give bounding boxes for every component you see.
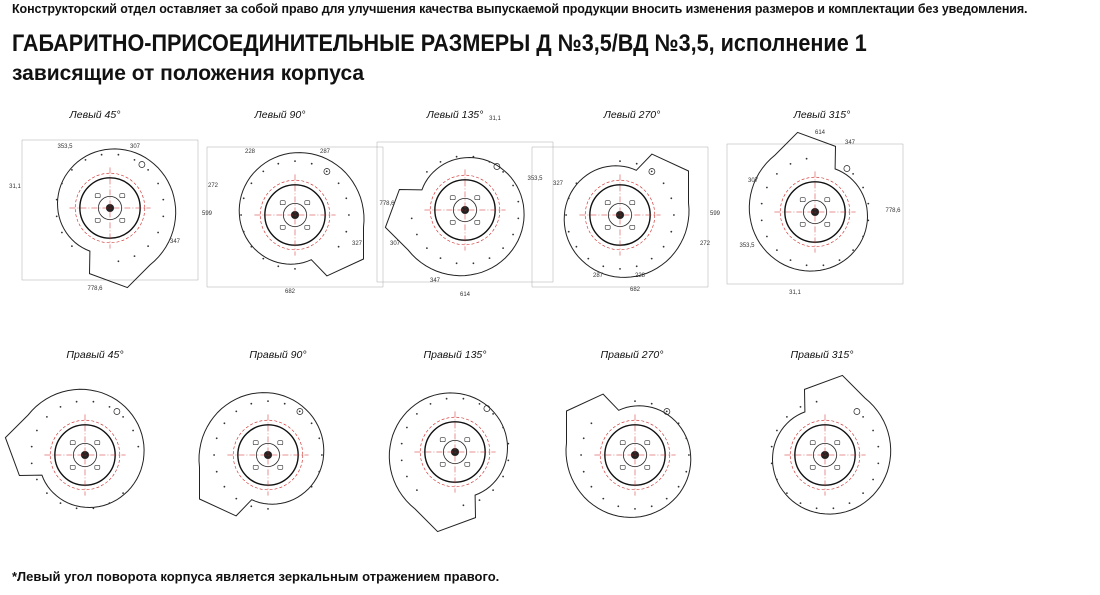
page-title: ГАБАРИТНО-ПРИСОЕДИНИТЕЛЬНЫЕ РАЗМЕРЫ Д №3,5/ВД №3,5, исполнение 1 xyxy=(12,30,867,57)
dimension-label: 778,6 xyxy=(379,201,395,207)
right-view-label: Правый 315° xyxy=(790,349,854,361)
right-view-label: Правый 270° xyxy=(600,349,664,361)
dimension-label: 307 xyxy=(389,241,401,247)
dimension-label: 614 xyxy=(459,292,471,298)
dimension-label: 272 xyxy=(699,241,711,247)
right-view-1 xyxy=(5,349,144,509)
housing-outline xyxy=(564,154,689,277)
page-subtitle: зависящие от положения корпуса xyxy=(12,62,365,85)
housing-outline xyxy=(389,393,509,532)
left-view-label: Левый 270° xyxy=(603,109,661,121)
footnote: *Левый угол поворота корпуса является зеркальным отражением правого. xyxy=(12,569,500,584)
left-view-1 xyxy=(9,109,198,292)
dimension-label: 347 xyxy=(844,140,856,146)
dimension-label: 307 xyxy=(747,178,759,184)
left-view-label: Левый 315° xyxy=(793,109,851,121)
dimension-label: 327 xyxy=(351,241,363,247)
right-view-label: Правый 45° xyxy=(66,349,124,361)
dimension-label: 228 xyxy=(634,273,646,279)
dimension-label: 31,1 xyxy=(789,290,801,296)
dimension-label: 353,5 xyxy=(739,243,755,249)
dimension-label: 307 xyxy=(129,144,141,150)
right-view-label: Правый 90° xyxy=(249,349,307,361)
dimension-label: 31,1 xyxy=(9,184,21,190)
dimension-label: 228 xyxy=(244,149,256,155)
dimension-label: 347 xyxy=(169,239,181,245)
dimension-label: 778,6 xyxy=(87,286,103,292)
left-view-label: Левый 45° xyxy=(69,109,121,121)
right-view-3 xyxy=(389,349,509,532)
dimension-label: 682 xyxy=(629,287,641,293)
right-view-2 xyxy=(199,349,324,516)
right-view-4 xyxy=(566,349,691,517)
left-view-5 xyxy=(727,109,903,296)
dimension-label: 599 xyxy=(201,211,213,217)
right-view-5 xyxy=(771,349,891,514)
dimension-label: 287 xyxy=(319,149,331,155)
dimension-label: 353,5 xyxy=(527,176,543,182)
left-view-4 xyxy=(532,109,721,293)
dimension-label: 347 xyxy=(429,278,441,284)
left-view-label: Левый 90° xyxy=(254,109,306,121)
disclaimer-text: Конструкторский отдел оставляет за собой право для улучшения качества выпускаемой продукции вносить изменения размеров и комплектации без уведомления. xyxy=(12,2,1028,16)
housing-outline xyxy=(566,394,691,517)
dimension-label: 272 xyxy=(207,183,219,189)
housing-outline xyxy=(5,389,144,509)
right-view-label: Правый 135° xyxy=(423,349,487,361)
housing-outline xyxy=(749,132,869,271)
dimension-label: 287 xyxy=(592,273,604,279)
housing-outline xyxy=(771,375,891,514)
housing-outline xyxy=(199,393,324,516)
left-view-label: Левый 135° xyxy=(426,109,484,121)
dimension-label: 599 xyxy=(709,211,721,217)
housing-outline xyxy=(56,149,176,288)
housing-outline xyxy=(385,156,524,276)
dimension-label: 31,1 xyxy=(489,116,501,122)
housing-outline xyxy=(239,153,364,276)
dimension-label: 778,6 xyxy=(885,208,901,214)
left-view-2 xyxy=(202,109,383,295)
dimension-label: 327 xyxy=(552,181,564,187)
left-view-3 xyxy=(377,109,553,298)
dimension-label: 353,5 xyxy=(57,144,73,150)
dimension-label: 682 xyxy=(284,289,296,295)
dimension-label: 614 xyxy=(814,130,826,136)
